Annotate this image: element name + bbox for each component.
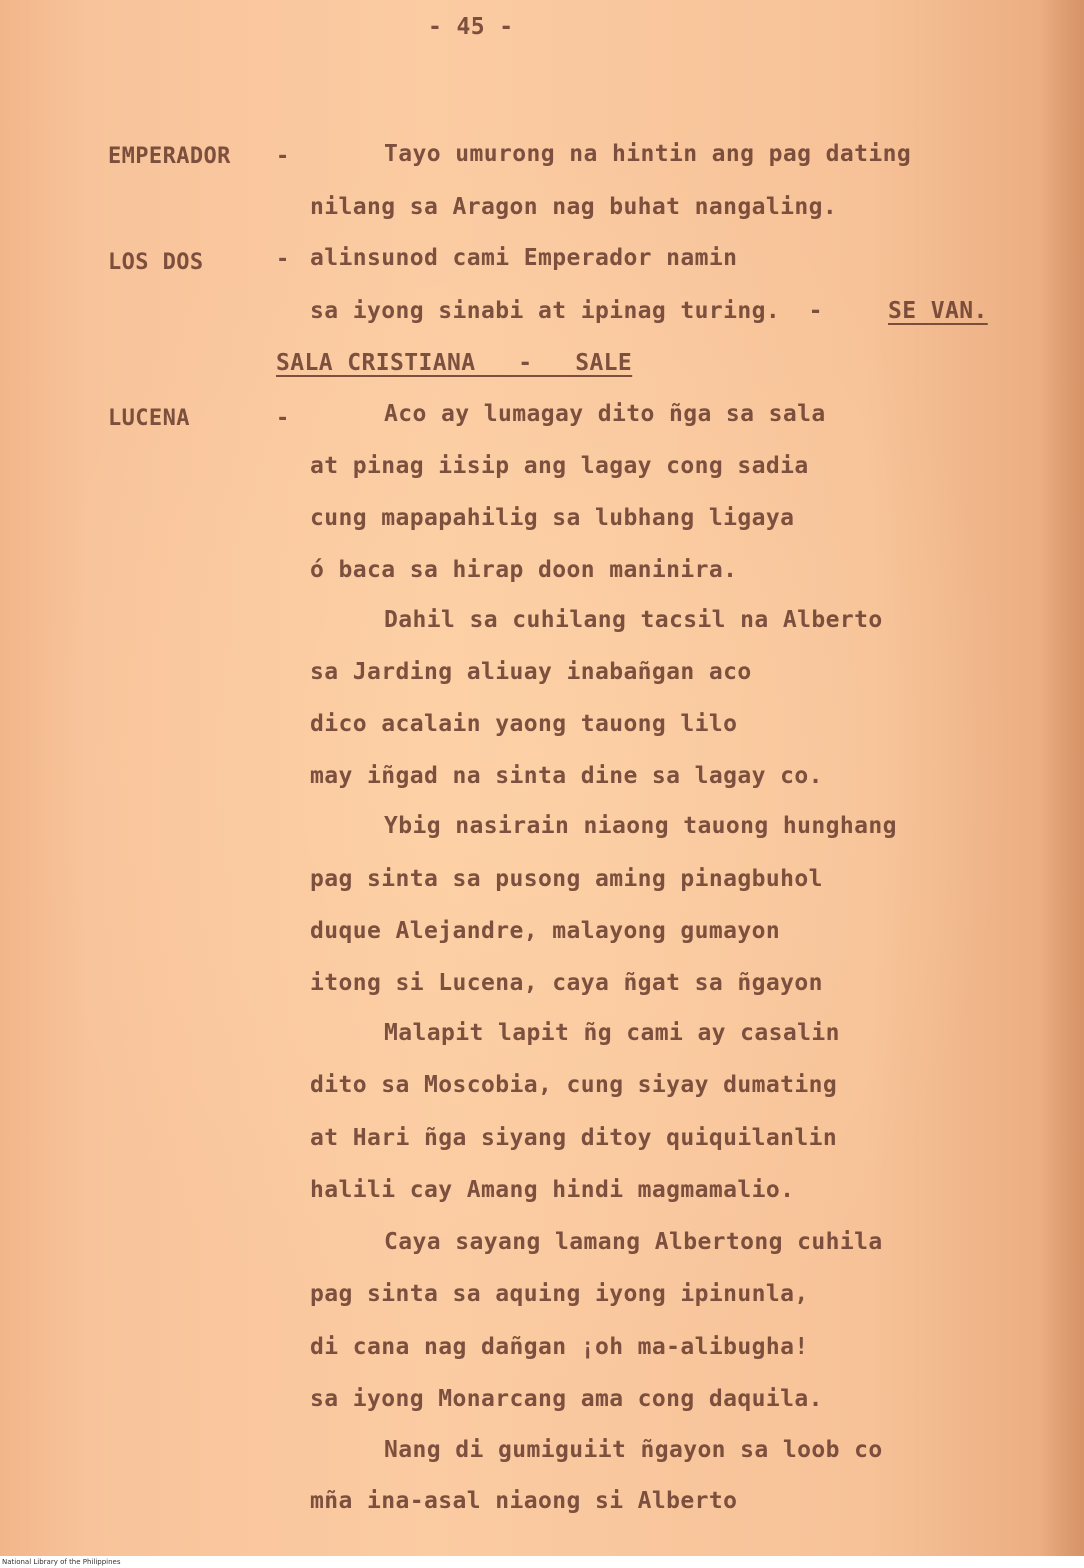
verse-line: dico acalain yaong tauong lilo [310,711,738,737]
verse-line: at Hari ñga siyang ditoy quiquilanlin [310,1125,838,1151]
verse-line: Nang di gumiguiit ñgayon sa loob co [384,1437,883,1463]
dialogue-line: alinsunod cami Emperador namin [310,245,738,271]
speaker-los-dos: LOS DOS [108,250,204,275]
verse-line: cung mapapahilig sa lubhang ligaya [310,505,795,531]
verse-line: Caya sayang lamang Albertong cuhila [384,1229,883,1255]
speaker-emperador: EMPERADOR [108,144,231,169]
verse-line: sa Jarding aliuay inabañgan aco [310,659,752,685]
verse-line: itong si Lucena, caya ñgat sa ñgayon [310,970,823,996]
verse-line: at pinag iisip ang lagay cong sadia [310,453,809,479]
speaker-dash: - [276,406,290,431]
verse-line: mña ina-asal niaong si Alberto [310,1488,738,1514]
footer-credit: National Library of the Philippines [2,1558,121,1566]
verse-line: duque Alejandre, malayong gumayon [310,918,781,944]
verse-line: Malapit lapit ñg cami ay casalin [384,1020,840,1046]
verse-line: Dahil sa cuhilang tacsil na Alberto [384,607,883,633]
verse-line: dito sa Moscobia, cung siyay dumating [310,1072,838,1098]
verse-line: pag sinta sa aquing iyong ipinunla, [310,1281,809,1307]
verse-line: pag sinta sa pusong aming pinagbuhol [310,866,823,892]
verse-line: Aco ay lumagay dito ñga sa sala [384,401,826,427]
speaker-dash: - [276,247,290,272]
verse-line: ó baca sa hirap doon maninira. [310,557,738,583]
stage-direction: SE VAN. [888,298,988,324]
verse-line: halili cay Amang hindi magmamalio. [310,1177,795,1203]
page-number: - 45 - [428,14,514,40]
verse-line: may iñgad na sinta dine sa lagay co. [310,763,823,789]
dialogue-line: sa iyong sinabi at ipinag turing. - [310,298,823,324]
verse-line: sa iyong Monarcang ama cong daquila. [310,1386,823,1412]
verse-line: di cana nag dañgan ¡oh ma-alibugha! [310,1334,809,1360]
scene-heading: SALA CRISTIANA - SALE [276,350,633,376]
dialogue-line: nilang sa Aragon nag buhat nangaling. [310,194,838,220]
speaker-dash: - [276,144,290,169]
dialogue-line: Tayo umurong na hintin ang pag dating [384,141,912,167]
verse-line: Ybig nasirain niaong tauong hunghang [384,813,897,839]
speaker-lucena: LUCENA [108,406,190,431]
